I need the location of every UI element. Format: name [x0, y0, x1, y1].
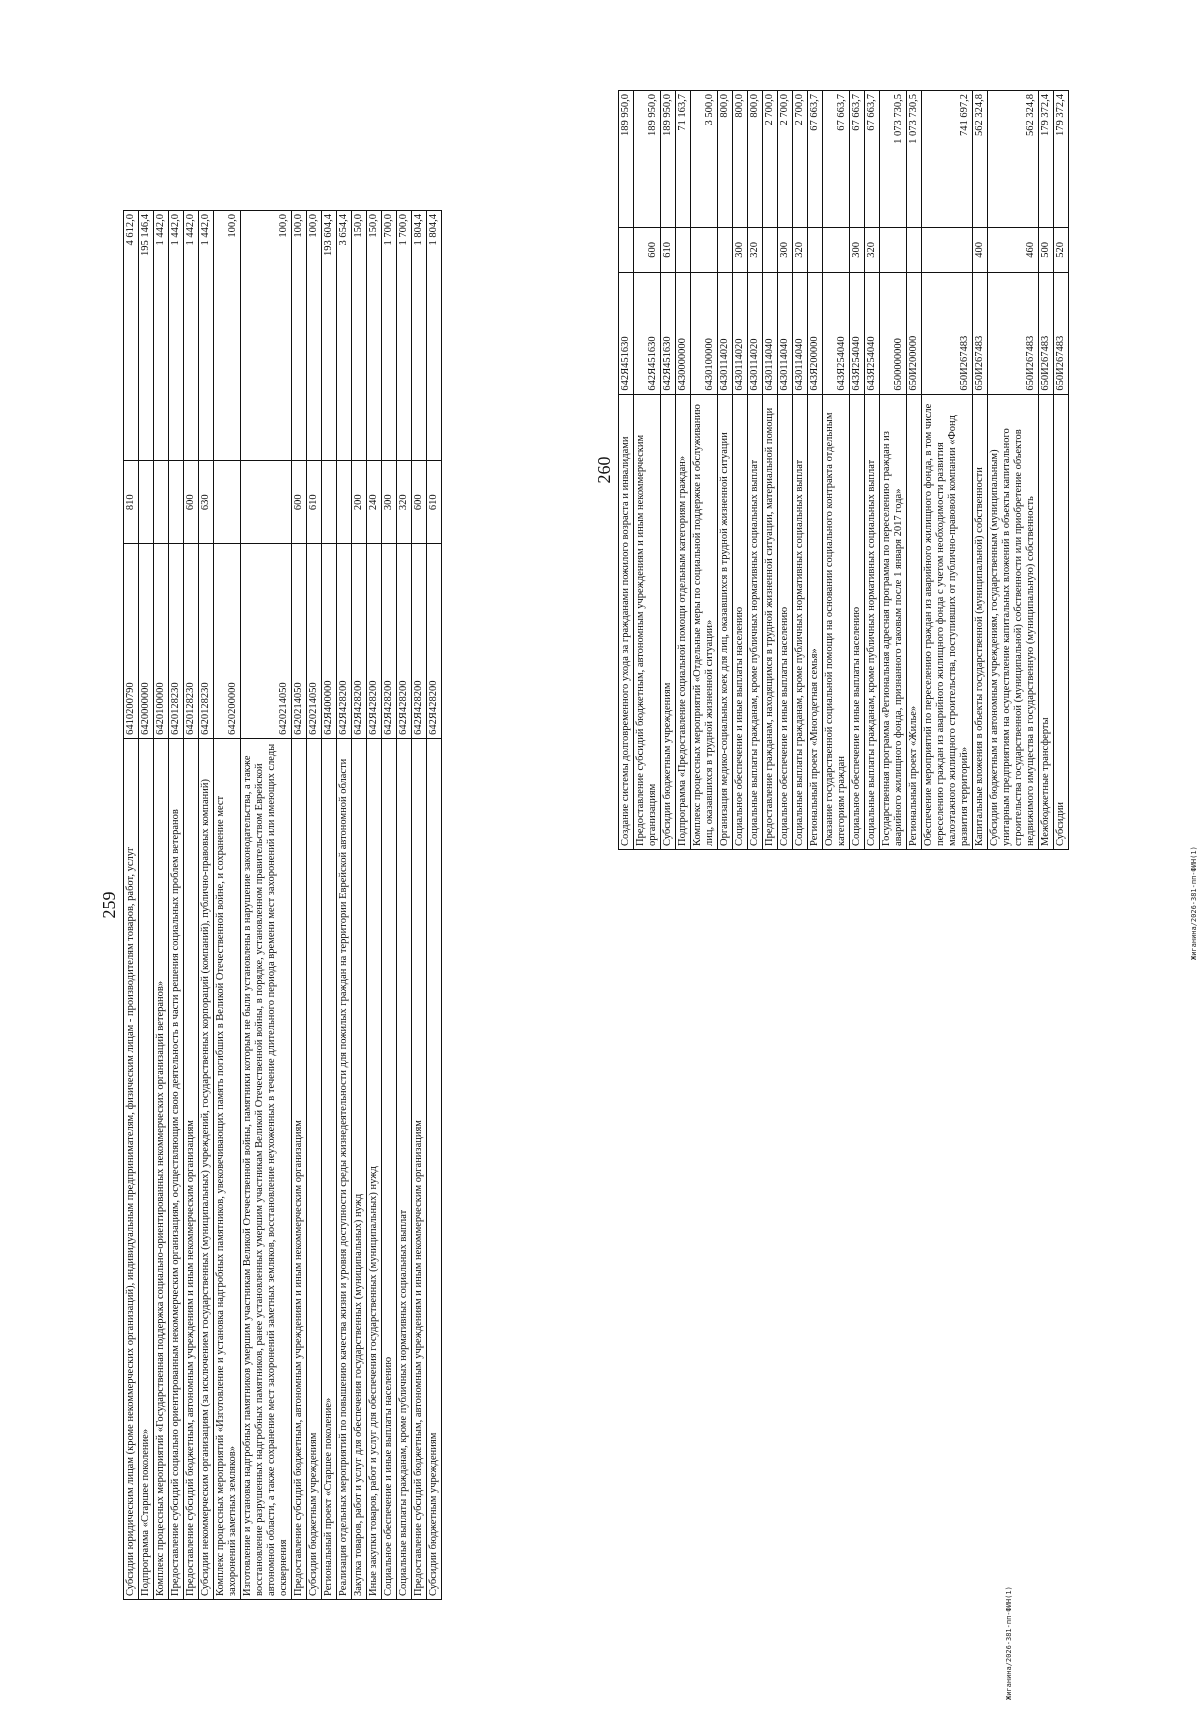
row-name: Закупка товаров, работ и услуг для обеспечения государственных (муниципальных) нужд — [352, 738, 367, 1599]
row-code: 642Я428200 — [412, 544, 427, 738]
table-row — [139, 211, 154, 1600]
row-code: 6430100000 — [691, 273, 718, 394]
table-row — [733, 91, 748, 850]
row-amount: 67 663,7 — [808, 91, 823, 228]
row-amount: 3 500,0 — [691, 91, 718, 228]
row-amount: 1 804,4 — [412, 211, 427, 461]
row-amount: 741 697,2 — [922, 91, 973, 228]
row-amount: 179 372,4 — [1054, 91, 1069, 228]
row-amount: 71 163,7 — [676, 91, 691, 228]
row-expense-type: 320 — [865, 227, 880, 273]
row-expense-type — [691, 227, 718, 273]
row-expense-type: 610 — [661, 227, 676, 273]
table-row — [352, 211, 367, 1600]
table-row — [691, 91, 718, 850]
row-name: Предоставление субсидий бюджетным, автономным учреждениям и иным некоммерческим организациям — [412, 738, 427, 1599]
row-expense-type: 320 — [397, 461, 412, 544]
budget-table — [123, 210, 442, 1600]
table-row — [427, 211, 442, 1600]
table-row — [199, 211, 214, 1600]
row-name: Субсидии юридическим лицам (кроме некоммерческих организаций), индивидуальным предпринимателям, физическим лицам - производителям товаров, работ, услуг — [124, 738, 139, 1599]
row-amount: 1 442,0 — [184, 211, 199, 461]
table-row — [397, 211, 412, 1600]
row-expense-type — [154, 461, 169, 544]
row-amount: 100,0 — [292, 211, 307, 461]
row-amount: 4 612,0 — [124, 211, 139, 461]
row-name: Социальное обеспечение и иные выплаты населению — [778, 394, 793, 849]
row-name: Субсидии — [1054, 394, 1069, 849]
row-expense-type — [922, 227, 973, 273]
table-row — [865, 91, 880, 850]
row-amount: 67 663,7 — [823, 91, 850, 228]
table-row — [988, 91, 1039, 850]
table-row — [292, 211, 307, 1600]
row-amount: 562 324,8 — [973, 91, 988, 228]
table-row — [850, 91, 865, 850]
row-name: Социальное обеспечение и иные выплаты населению — [382, 738, 397, 1599]
table-row — [1039, 91, 1054, 850]
row-amount: 800,0 — [733, 91, 748, 228]
row-name: Социальное обеспечение и иные выплаты населению — [733, 394, 748, 849]
row-amount: 1 073 730,5 — [880, 91, 907, 228]
table-row — [808, 91, 823, 850]
row-expense-type: 600 — [292, 461, 307, 544]
row-code: 642Я400000 — [322, 544, 337, 738]
row-expense-type — [337, 461, 352, 544]
row-expense-type: 300 — [733, 227, 748, 273]
budget-table — [618, 90, 1069, 850]
row-code: 6420100000 — [154, 544, 169, 738]
row-amount: 189 950,0 — [661, 91, 676, 228]
table-row — [241, 211, 292, 1600]
row-code: 6430114020 — [733, 273, 748, 394]
row-name: Социальные выплаты гражданам, кроме публичных нормативных социальных выплат — [865, 394, 880, 849]
row-name: Социальные выплаты гражданам, кроме публичных нормативных социальных выплат — [793, 394, 808, 849]
row-name: Подпрограмма «Старшее поколение» — [139, 738, 154, 1599]
row-name: Комплекс процессных мероприятий «Изготовление и установка надгробных памятников, увековечивающих память погибших в Великой Отечественной войне, и сохранение мест захоронений заметных земляков» — [214, 738, 241, 1599]
row-name: Оказание государственной социальной помощи на основании социального контракта отдельным категориям граждан — [823, 394, 850, 849]
row-code: 643Я254040 — [823, 273, 850, 394]
table-row — [154, 211, 169, 1600]
table-row — [823, 91, 850, 850]
row-name: Социальные выплаты гражданам, кроме публичных нормативных социальных выплат — [748, 394, 763, 849]
row-name: Предоставление субсидий бюджетным, автономным учреждениям и иным некоммерческим организациям — [184, 738, 199, 1599]
row-code: 6430114020 — [748, 273, 763, 394]
row-name: Субсидии бюджетным учреждениям — [307, 738, 322, 1599]
row-name: Предоставление субсидий социально ориентированным некоммерческим организациям, осуществляющим свою деятельность в части решения социальных проблем ветеранов — [169, 738, 184, 1599]
row-name: Региональный проект «Старшее поколение» — [322, 738, 337, 1599]
row-code: 650И267483 — [988, 273, 1039, 394]
row-expense-type — [676, 227, 691, 273]
row-amount: 189 950,0 — [634, 91, 661, 228]
row-name: Субсидии бюджетным учреждениям — [661, 394, 676, 849]
row-name: Реализация отдельных мероприятий по повышению качества жизни и уровня доступности среды жизнедеятельности для пожилых граждан на территории Еврейской автономной области — [337, 738, 352, 1599]
row-code: 6430000000 — [676, 273, 691, 394]
row-code: 642Я428200 — [427, 544, 442, 738]
row-expense-type: 300 — [382, 461, 397, 544]
row-name: Социальные выплаты гражданам, кроме публичных нормативных социальных выплат — [397, 738, 412, 1599]
row-expense-type: 460 — [988, 227, 1039, 273]
row-expense-type — [823, 227, 850, 273]
row-name: Организация медико-социальных коек для лиц, оказавшихся в трудной жизненной ситуации — [718, 394, 733, 849]
table-row — [367, 211, 382, 1600]
row-name: Межбюджетные трансферты — [1039, 394, 1054, 849]
table-row — [718, 91, 733, 850]
row-expense-type: 240 — [367, 461, 382, 544]
row-code: 6410200790 — [124, 544, 139, 738]
row-amount: 179 372,4 — [1039, 91, 1054, 228]
row-expense-type — [718, 227, 733, 273]
row-expense-type: 500 — [1039, 227, 1054, 273]
row-code: 642Я451630 — [634, 273, 661, 394]
row-code: 642Я428200 — [367, 544, 382, 738]
table-row — [382, 211, 397, 1600]
row-amount: 1 073 730,5 — [907, 91, 922, 228]
table-row — [907, 91, 922, 850]
row-code: 6430114020 — [718, 273, 733, 394]
row-amount: 1 804,4 — [427, 211, 442, 461]
row-code: 6430114040 — [763, 273, 778, 394]
row-amount: 195 146,4 — [139, 211, 154, 461]
row-amount: 100,0 — [241, 211, 292, 461]
row-name: Изготовление и установка надгробных памятников умершим участникам Великой Отечественной войны, памятники которым не были установлены в нарушение законодательства, а также восстановление разрушенных надгробных памятников, ранее установленных умершим участникам Великой Отечественной войны, в порядке, установленном правительством Еврейской автономной области, а также сохранение мест захоронений заметных земляков, восстановление неухоженных в течение длительного периода времени мест захоронений или имеющих следы осквернения — [241, 738, 292, 1599]
row-amount: 67 663,7 — [850, 91, 865, 228]
row-amount: 3 654,4 — [337, 211, 352, 461]
row-code: 642Я428200 — [382, 544, 397, 738]
row-expense-type — [619, 227, 634, 273]
row-amount: 189 950,0 — [619, 91, 634, 228]
row-expense-type — [241, 461, 292, 544]
row-code: 643Я254040 — [865, 273, 880, 394]
row-amount: 562 324,8 — [988, 91, 1039, 228]
row-name: Предоставление субсидий бюджетным, автономным учреждениям и иным некоммерческим организациям — [292, 738, 307, 1599]
table-row — [307, 211, 322, 1600]
table-row — [124, 211, 139, 1600]
table-row — [169, 211, 184, 1600]
row-name: Субсидии бюджетным и автономным учреждениям, государственным (муниципальным) унитарным предприятиям на осуществление капитальных вложений в объекты капитального строительства государственной (муниципальной) собственности или приобретение объектов недвижимого имущества в государственную (муниципальную) собственность — [988, 394, 1039, 849]
table-row — [184, 211, 199, 1600]
footer-text: Жиганина/2026-381-пп-ФИН(1) — [1190, 846, 1198, 960]
table-row — [763, 91, 778, 850]
table-row — [214, 211, 241, 1600]
row-expense-type — [808, 227, 823, 273]
row-expense-type — [322, 461, 337, 544]
row-expense-type — [763, 227, 778, 273]
table-row — [793, 91, 808, 850]
row-amount: 1 442,0 — [154, 211, 169, 461]
row-code: 650И267483 — [1054, 273, 1069, 394]
row-expense-type: 610 — [427, 461, 442, 544]
table-row — [322, 211, 337, 1600]
row-name: Капитальные вложения в объекты государственной (муниципальной) собственности — [973, 394, 988, 849]
row-code: 642Я428200 — [337, 544, 352, 738]
row-code: 6430114040 — [793, 273, 808, 394]
row-amount: 100,0 — [307, 211, 322, 461]
row-amount: 1 700,0 — [397, 211, 412, 461]
table-row — [337, 211, 352, 1600]
row-amount: 800,0 — [718, 91, 733, 228]
row-name: Комплекс процессных мероприятий «Государственная поддержка социально-ориентированных некоммерческих организаций ветеранов» — [154, 738, 169, 1599]
row-name: Государственная программа «Региональная адресная программа по переселению граждан из аварийного жилищного фонда, признанного таковым после 1 января 2017 года» — [880, 394, 907, 849]
row-amount: 800,0 — [748, 91, 763, 228]
row-expense-type — [139, 461, 154, 544]
row-expense-type — [907, 227, 922, 273]
row-expense-type: 400 — [973, 227, 988, 273]
row-name: Комплекс процессных мероприятий «Отдельные меры по социальной поддержке и обслуживанию лиц, оказавшихся в трудной жизненной ситуации» — [691, 394, 718, 849]
row-code: 6420128230 — [199, 544, 214, 738]
row-code: 6420000000 — [139, 544, 154, 738]
row-name: Предоставление гражданам, находящимся в трудной жизненной ситуации, материальной помощи — [763, 394, 778, 849]
row-name: Предоставление субсидий бюджетным, автономным учреждениям и иным некоммерческим организациям — [634, 394, 661, 849]
page-number: 260 — [594, 456, 614, 484]
table-row — [778, 91, 793, 850]
row-code: 642Я451630 — [661, 273, 676, 394]
table-row — [676, 91, 691, 850]
row-code: 650И200000 — [907, 273, 922, 394]
row-expense-type: 810 — [124, 461, 139, 544]
row-code: 6430114040 — [778, 273, 793, 394]
row-expense-type — [214, 461, 241, 544]
row-code: 6420128230 — [184, 544, 199, 738]
row-expense-type: 600 — [184, 461, 199, 544]
table-row — [634, 91, 661, 850]
row-amount: 2 700,0 — [778, 91, 793, 228]
row-amount: 1 442,0 — [199, 211, 214, 461]
row-name: Субсидии бюджетным учреждениям — [427, 738, 442, 1599]
table-row — [412, 211, 427, 1600]
row-code: 642Я428200 — [352, 544, 367, 738]
row-expense-type — [880, 227, 907, 273]
table-row — [973, 91, 988, 850]
row-name: Субсидии некоммерческим организациям (за исключением государственных (муниципальных) учреждений, государственных корпораций (компаний), публично-правовых компаний) — [199, 738, 214, 1599]
row-name: Иные закупки товаров, работ и услуг для обеспечения государственных (муниципальных) нужд — [367, 738, 382, 1599]
page-number: 259 — [99, 891, 119, 919]
row-expense-type: 320 — [793, 227, 808, 273]
table-row — [661, 91, 676, 850]
row-code: 6500000000 — [880, 273, 907, 394]
row-expense-type: 300 — [778, 227, 793, 273]
row-name: Обеспечение мероприятий по переселению граждан из аварийного жилищного фонда, в том числе переселению граждан из аварийного жилищного фонда с учетом необходимости развития малоэтажного жилищного строительства, поступивших от публично-правовой компании «Фонд развития территорий» — [922, 394, 973, 849]
row-amount: 67 663,7 — [865, 91, 880, 228]
row-expense-type: 600 — [412, 461, 427, 544]
row-code: 6420214050 — [307, 544, 322, 738]
row-expense-type: 520 — [1054, 227, 1069, 273]
row-name: Региональный проект «Многодетная семья» — [808, 394, 823, 849]
row-code: 6420128230 — [169, 544, 184, 738]
footer-text: Жиганина/2026-381-пп-ФИН(1) — [1005, 1586, 1013, 1700]
row-name: Создание системы долговременного ухода за гражданами пожилого возраста и инвалидами — [619, 394, 634, 849]
row-expense-type: 300 — [850, 227, 865, 273]
row-expense-type: 600 — [634, 227, 661, 273]
row-amount: 100,0 — [214, 211, 241, 461]
row-amount: 193 604,4 — [322, 211, 337, 461]
row-amount: 1 442,0 — [169, 211, 184, 461]
row-name: Региональный проект «Жилье» — [907, 394, 922, 849]
row-expense-type: 610 — [307, 461, 322, 544]
table-row — [619, 91, 634, 850]
row-amount: 2 700,0 — [763, 91, 778, 228]
row-name: Социальное обеспечение и иные выплаты населению — [850, 394, 865, 849]
row-code: 6420200000 — [214, 544, 241, 738]
table-row — [748, 91, 763, 850]
row-amount: 150,0 — [352, 211, 367, 461]
row-code: 6420214050 — [292, 544, 307, 738]
row-code: 650И267483 — [922, 273, 973, 394]
row-code: 650И267483 — [973, 273, 988, 394]
row-code: 643Я254040 — [850, 273, 865, 394]
row-code: 642Я451630 — [619, 273, 634, 394]
row-amount: 2 700,0 — [793, 91, 808, 228]
table-row — [1054, 91, 1069, 850]
row-amount: 150,0 — [367, 211, 382, 461]
row-amount: 1 700,0 — [382, 211, 397, 461]
row-name: Подпрограмма «Предоставление социальной помощи отдельным категориям граждан» — [676, 394, 691, 849]
right-page — [590, 90, 1090, 850]
table-row — [880, 91, 907, 850]
table-row — [922, 91, 973, 850]
row-expense-type: 320 — [748, 227, 763, 273]
row-expense-type — [169, 461, 184, 544]
row-expense-type: 630 — [199, 461, 214, 544]
row-expense-type: 200 — [352, 461, 367, 544]
row-code: 643Я200000 — [808, 273, 823, 394]
row-code: 6420214050 — [241, 544, 292, 738]
row-code: 650И267483 — [1039, 273, 1054, 394]
row-code: 642Я428200 — [397, 544, 412, 738]
